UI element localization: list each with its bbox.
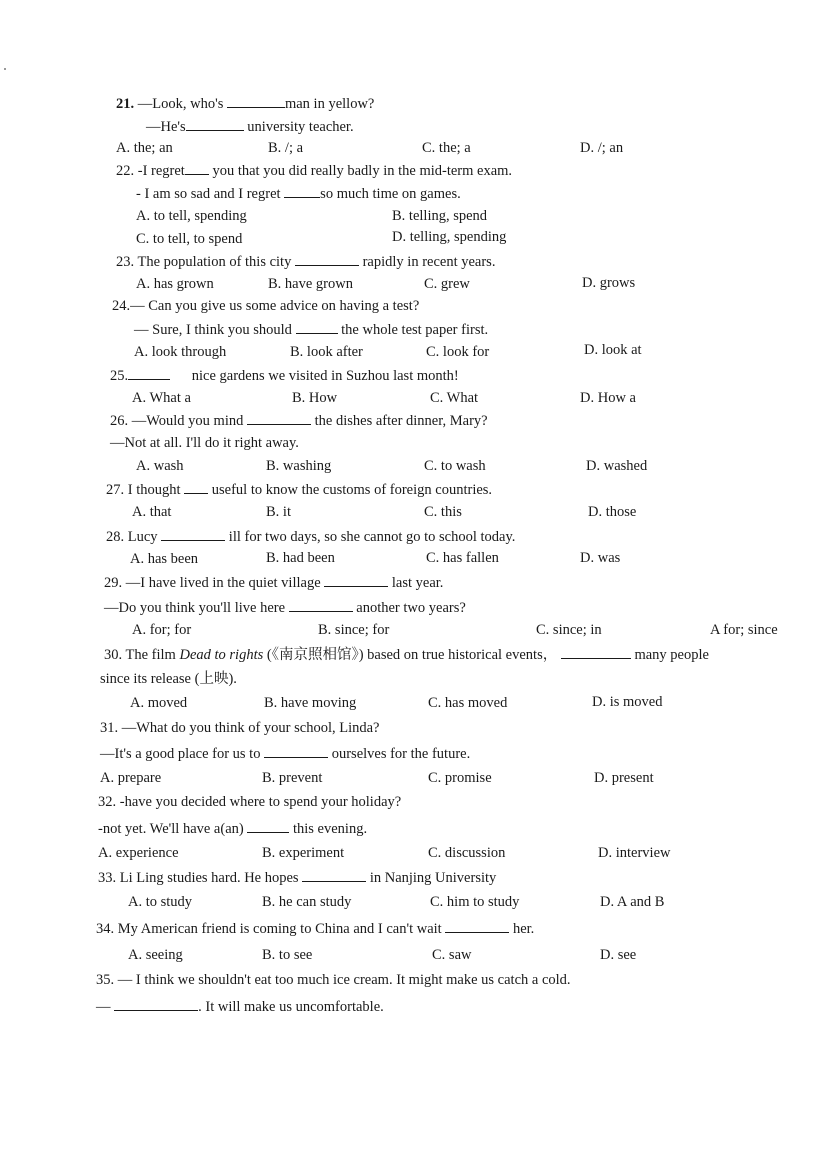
dialogue-text: . It will make us uncomfortable.: [198, 999, 384, 1015]
option-c: C. promise: [428, 770, 492, 786]
option-b: B. have moving: [264, 695, 357, 711]
option-a: A. seeing: [128, 947, 183, 963]
dialogue-text: ourselves for the future.: [331, 746, 471, 762]
dialogue-text: —Do you think you'll live here: [104, 600, 286, 616]
option-d: D. How a: [580, 390, 636, 406]
question-26-line2: —Not at all. I'll do it right away.: [110, 435, 299, 451]
option-b: B. washing: [266, 458, 332, 474]
option-b: B. experiment: [262, 845, 345, 861]
option-d: D. A and B: [600, 894, 665, 910]
question-35-line2: [96, 997, 384, 1016]
question-34: [96, 919, 534, 938]
option-c: C. to tell, to spend: [136, 231, 243, 247]
question-26: [110, 411, 488, 430]
answer-blank: [264, 744, 328, 758]
option-d: D. grows: [582, 275, 636, 291]
question-number: 28.: [106, 529, 125, 545]
question-21-line2: [146, 117, 354, 136]
option-d: D. /; an: [580, 140, 624, 156]
option-b: B. he can study: [262, 894, 352, 910]
option-b: B. have grown: [268, 276, 353, 292]
option-a: A. moved: [130, 695, 188, 711]
option-c: C. look for: [426, 344, 490, 360]
question-stem: My American friend is coming to China and I can't wait: [117, 921, 442, 937]
question-number: 31.: [100, 720, 119, 736]
answer-blank: [295, 252, 359, 266]
question-31: [100, 719, 379, 737]
question-stem: —Look, who's: [137, 96, 224, 112]
option-a: A. to study: [128, 894, 193, 910]
option-a: A. to tell, spending: [136, 208, 247, 224]
answer-blank: [247, 819, 289, 833]
question-stem: her.: [512, 921, 535, 937]
option-b: B. /; a: [268, 140, 304, 156]
option-d: D. interview: [598, 845, 671, 861]
option-b: B. since; for: [318, 622, 390, 638]
question-stem: -have you decided where to spend your holiday?: [119, 794, 402, 810]
option-a: A. for; for: [132, 622, 192, 638]
option-a: A. experience: [98, 845, 179, 861]
option-a: A. What a: [132, 390, 191, 406]
question-24-line2: [134, 320, 488, 339]
option-d: D. is moved: [592, 694, 663, 710]
answer-blank: [296, 320, 338, 334]
question-30-line2: since its release (上映).: [100, 671, 237, 687]
question-stem: —What do you think of your school, Linda?: [121, 720, 380, 736]
dialogue-text: - I am so sad and I regret: [136, 186, 281, 202]
question-23: [116, 252, 495, 271]
option-d: D. was: [580, 550, 621, 566]
answer-blank: [561, 645, 631, 659]
question-22-line2: [136, 184, 461, 203]
option-b: B. telling, spend: [392, 208, 488, 224]
question-stem: I thought: [127, 482, 181, 498]
dialogue-text: — Sure, I think you should: [134, 322, 292, 338]
question-stem: in Nanjing University: [369, 870, 497, 886]
question-28: [106, 527, 515, 546]
dialogue-text: this evening.: [292, 821, 368, 837]
option-c: C. to wash: [424, 458, 486, 474]
question-number: 26.: [110, 413, 129, 429]
option-a: A. has grown: [136, 276, 214, 292]
question-32-line2: [98, 819, 367, 838]
question-number: 35.: [96, 972, 115, 988]
answer-blank: [114, 997, 198, 1011]
option-c: C. discussion: [428, 845, 506, 861]
question-stem: The population of this city: [137, 254, 292, 270]
question-stem: ill for two days, so she cannot go to school today.: [228, 529, 516, 545]
question-number: 27.: [106, 482, 125, 498]
answer-blank: [186, 117, 244, 131]
question-30: [104, 645, 709, 664]
question-number: 22.: [116, 163, 135, 179]
option-b: B. look after: [290, 344, 363, 360]
question-24: [112, 297, 419, 315]
option-d: A for; since: [710, 622, 778, 638]
option-b: B. had been: [266, 550, 335, 566]
question-stem: man in yellow?: [284, 96, 375, 112]
dialogue-text: so much time on games.: [320, 186, 461, 202]
answer-blank: [247, 411, 311, 425]
option-a: A. wash: [136, 458, 184, 474]
option-b: B. to see: [262, 947, 313, 963]
question-stem: Can you give us some advice on having a test?: [148, 298, 420, 314]
dialogue-text: the whole test paper first.: [341, 322, 489, 338]
answer-blank: [185, 161, 209, 175]
question-stem: (《南京照相馆》) based on true historical events，: [266, 647, 558, 663]
option-c: C. this: [424, 504, 462, 520]
question-number: 32.: [98, 794, 117, 810]
dialogue-text: another two years?: [356, 600, 466, 616]
option-c: C. saw: [432, 947, 472, 963]
question-stem: Lucy: [127, 529, 158, 545]
film-title: Dead to rights: [179, 647, 264, 663]
question-stem: Li Ling studies hard. He hopes: [119, 870, 299, 886]
answer-blank: [284, 184, 320, 198]
dialogue-text: university teacher.: [247, 119, 354, 135]
question-number: 33.: [98, 870, 117, 886]
option-c: C. has moved: [428, 695, 508, 711]
question-stem: last year.: [391, 575, 444, 591]
question-stem: many people: [634, 647, 709, 663]
question-stem: useful to know the customs of foreign countries.: [211, 482, 493, 498]
answer-blank: [289, 598, 353, 612]
question-stem: —I have lived in the quiet village: [125, 575, 321, 591]
question-number: 29.: [104, 575, 123, 591]
option-a: A. prepare: [100, 770, 162, 786]
option-a: A. the; an: [116, 140, 173, 156]
question-stem: The film: [125, 647, 176, 663]
question-number: 21.: [116, 96, 135, 112]
question-stem: rapidly in recent years.: [362, 254, 496, 270]
question-32: [98, 793, 401, 811]
question-27: [106, 480, 492, 499]
question-29: [104, 573, 443, 592]
option-c: C. has fallen: [426, 550, 499, 566]
question-31-line2: [100, 744, 470, 763]
option-b: B. prevent: [262, 770, 323, 786]
question-number: 23.: [116, 254, 135, 270]
question-number: 34.: [96, 921, 115, 937]
question-25: [110, 366, 459, 385]
question-29-line2: [104, 598, 466, 617]
option-d: D. look at: [584, 342, 642, 358]
option-c: C. What: [430, 390, 479, 406]
question-stem: —Would you mind: [131, 413, 244, 429]
option-d: D. those: [588, 504, 637, 520]
option-c: C. since; in: [536, 622, 602, 638]
question-number: 24.—: [112, 298, 145, 314]
option-a: A. look through: [134, 344, 227, 360]
question-number: 30.: [104, 647, 123, 663]
option-d: D. washed: [586, 458, 648, 474]
question-35: [96, 971, 571, 989]
question-stem: you that you did really badly in the mid-term exam.: [212, 163, 513, 179]
answer-blank: [161, 527, 225, 541]
question-stem: -I regret: [137, 163, 185, 179]
answer-blank: [445, 919, 509, 933]
question-22: [116, 161, 512, 180]
question-stem: the dishes after dinner, Mary?: [314, 413, 488, 429]
question-stem: — I think we shouldn't eat too much ice cream. It might make us catch a cold.: [117, 972, 571, 988]
dialogue-text: —: [96, 999, 111, 1015]
question-21: [116, 94, 374, 113]
answer-blank: [324, 573, 388, 587]
answer-blank: [128, 366, 170, 380]
answer-blank: [302, 868, 366, 882]
option-d: D. telling, spending: [392, 229, 507, 245]
option-a: A. that: [132, 504, 172, 520]
dialogue-text: —It's a good place for us to: [100, 746, 261, 762]
option-c: C. him to study: [430, 894, 520, 910]
dialogue-text: —He's: [146, 119, 186, 135]
question-number: 25.: [110, 368, 129, 384]
question-stem: nice gardens we visited in Suzhou last month!: [191, 368, 459, 384]
option-d: D. present: [594, 770, 654, 786]
option-c: C. the; a: [422, 140, 471, 156]
option-b: B. it: [266, 504, 291, 520]
option-a: A. has been: [130, 551, 199, 567]
scan-speck: [4, 68, 6, 70]
answer-blank: [227, 94, 285, 108]
option-b: B. How: [292, 390, 338, 406]
question-33: [98, 868, 496, 887]
dialogue-text: -not yet. We'll have a(an): [98, 821, 244, 837]
answer-blank: [184, 480, 208, 494]
option-d: D. see: [600, 947, 637, 963]
option-c: C. grew: [424, 276, 470, 292]
